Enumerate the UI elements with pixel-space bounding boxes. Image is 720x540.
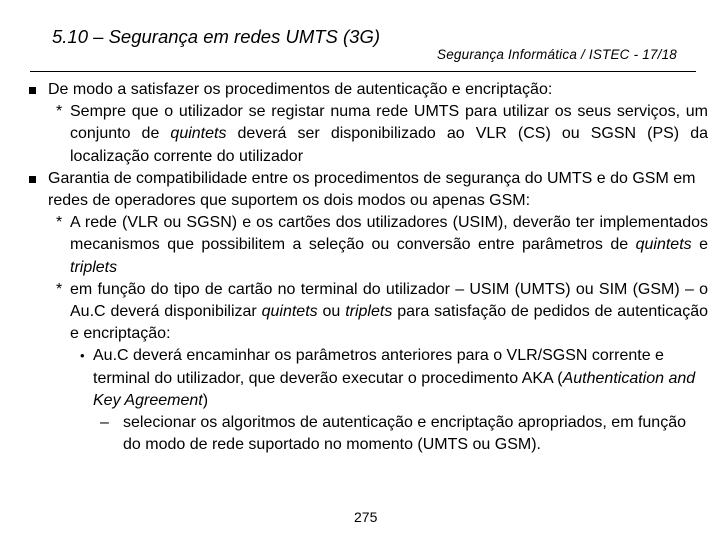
sub-bullet-text: A rede (VLR ou SGSN) e os cartões dos utilizadores (USIM), deverão ter implementados mecanismos que possibilitem a seleção ou conversão entre parâmetros de [70, 214, 708, 254]
sub-bullet-item [26, 279, 708, 346]
bullet-text: Garantia de compatibilidade entre os procedimentos de segurança do UMTS e do GSM em redes de operadores que suportem os dois modos ou apenas GSM: [48, 169, 696, 210]
emphasis-term: quintets [170, 125, 227, 143]
sub-bullet-text: e [691, 236, 709, 254]
asterisk-marker: * [56, 103, 63, 121]
sub-bullet-item [26, 101, 708, 168]
emphasis-term: Authentication and Key Agreement [93, 369, 696, 409]
bullet-text: De modo a satisfazer os procedimentos de autenticação e encriptação: [48, 81, 553, 98]
asterisk-marker: * [56, 280, 63, 298]
sub-bullet-text: para satisfação de pedidos de autenticação e encriptação: [70, 303, 709, 343]
sub-bullet-text: Sempre que o utilizador se registar numa rede UMTS para utilizar os seus serviços, um conjunto de [70, 103, 708, 143]
bullet-item [26, 79, 708, 101]
third-level-item [26, 345, 708, 412]
header-divider [30, 71, 696, 72]
dot-marker: • [80, 348, 85, 364]
page-number: 275 [354, 509, 378, 525]
emphasis-term: quintets [635, 236, 692, 254]
third-level-text: Au.C deverá encaminhar os parâmetros anteriores para o VLR/SGSN corrente e terminal do utilizador, que deverão executar o procedimento AKA ( [93, 347, 664, 387]
emphasis-term: quintets [261, 303, 318, 321]
bullet-item [26, 168, 708, 212]
sub-bullet-text: em função do tipo de cartão no terminal do utilizador – USIM (UMTS) ou SIM (GSM) – o Au.C deverá disponibilizar [70, 280, 708, 321]
slide-content [26, 79, 708, 456]
square-bullet-icon [29, 176, 36, 183]
emphasis-term: triplets [70, 258, 118, 276]
asterisk-marker: * [56, 214, 63, 232]
sub-bullet-item [26, 212, 708, 279]
emphasis-term: triplets [345, 303, 393, 321]
fourth-level-text: selecionar os algoritmos de autenticação e encriptação apropriados, em função do modo de rede suportado no momento (UMTS ou GSM). [123, 414, 686, 454]
third-level-text: ) [202, 391, 209, 409]
course-subtitle: Segurança Informática / ISTEC - 17/18 [437, 47, 678, 62]
dash-marker: – [100, 414, 109, 432]
sub-bullet-text: deverá ser disponibilizado ao VLR (CS) ou SGSN (PS) da localização corrente do utilizador [70, 125, 708, 165]
fourth-level-item [26, 412, 708, 456]
sub-bullet-text: ou [317, 303, 346, 321]
square-bullet-icon [29, 87, 36, 94]
slide-title: 5.10 – Segurança em redes UMTS (3G) [52, 26, 381, 47]
